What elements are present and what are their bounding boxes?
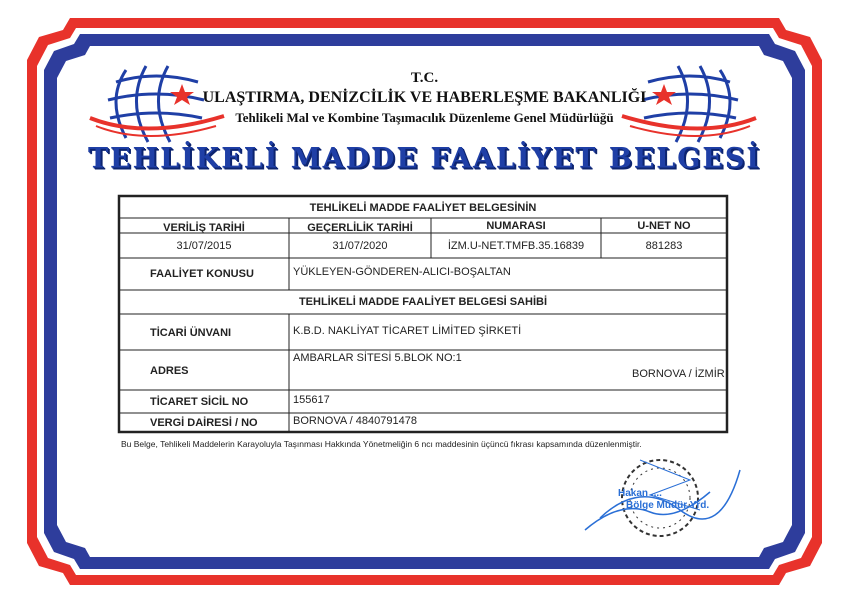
section-title-certificate: TEHLİKELİ MADDE FAALİYET BELGESİNİN bbox=[309, 202, 537, 214]
validity-date-value: 31/07/2020 bbox=[332, 240, 388, 252]
address-label: ADRES bbox=[150, 365, 189, 377]
number-label: NUMARASI bbox=[486, 220, 546, 232]
issue-date-label: VERİLİŞ TARİHİ bbox=[163, 222, 245, 234]
trade-name-label: TİCARİ ÜNVANI bbox=[150, 327, 232, 339]
address-city-value: BORNOVA / İZMİR bbox=[632, 368, 725, 380]
registry-label: TİCARET SİCİL NO bbox=[150, 396, 249, 408]
certificate-title: TEHLİKELİ MADDE FAALİYET BELGESİ bbox=[87, 142, 762, 175]
certificate-number-value: İZM.U-NET.TMFB.35.16839 bbox=[447, 240, 585, 252]
tax-label: VERGİ DAİRESİ / NO bbox=[150, 417, 258, 429]
unet-label: U-NET NO bbox=[637, 220, 691, 232]
issue-date-value: 31/07/2015 bbox=[176, 240, 232, 252]
stamp-name: Hakan .... bbox=[618, 488, 662, 499]
address-line-value: AMBARLAR SİTESİ 5.BLOK NO:1 bbox=[293, 352, 462, 364]
activity-value: YÜKLEYEN-GÖNDEREN-ALICI-BOŞALTAN bbox=[293, 266, 511, 278]
directorate-name: Tehlikeli Mal ve Kombine Taşımacılık Düzenleme Genel Müdürlüğü bbox=[235, 110, 614, 125]
regulation-note: Bu Belge, Tehlikeli Maddelerin Karayoluyla Taşınması Hakkında Yönetmeliğin 6 ncı maddesinin üçüncü fıkrası kapsamında düzenlenmiştir. bbox=[121, 439, 642, 449]
tax-value: BORNOVA / 4840791478 bbox=[293, 415, 417, 427]
unet-number-value: 881283 bbox=[645, 240, 683, 252]
section-title-holder: TEHLİKELİ MADDE FAALİYET BELGESİ SAHİBİ bbox=[298, 296, 548, 308]
ministry-name: ULAŞTIRMA, DENİZCİLİK VE HABERLEŞME BAKANLIĞI bbox=[202, 89, 647, 106]
header-tc: T.C. bbox=[410, 70, 439, 86]
activity-label: FAALİYET KONUSU bbox=[150, 268, 254, 280]
trade-name-value: K.B.D. NAKLİYAT TİCARET LİMİTED ŞİRKETİ bbox=[293, 325, 522, 337]
official-stamp-signature bbox=[580, 440, 750, 550]
validity-date-label: GEÇERLİLİK TARİHİ bbox=[307, 222, 413, 234]
registry-value: 155617 bbox=[293, 394, 330, 406]
stamp-title: Bölge Müdür Yrd. bbox=[626, 500, 710, 511]
